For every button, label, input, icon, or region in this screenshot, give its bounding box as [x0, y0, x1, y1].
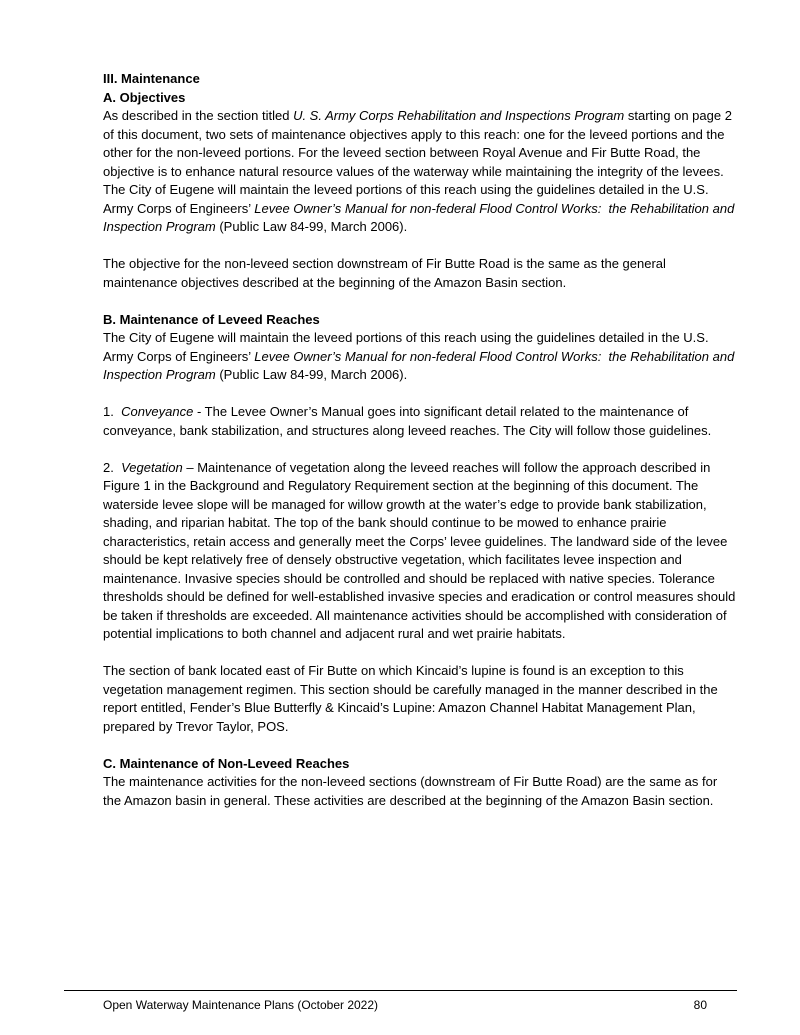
text-run: (Public Law 84-99, March 2006).	[215, 219, 408, 234]
footer-page-number: 80	[693, 998, 707, 1012]
text-run: 1.	[103, 404, 122, 419]
text-run: As described in the section titled	[103, 108, 294, 123]
text-run: The maintenance activities for the non-leveed sections (downstream of Fir Butte Road) are the same as for the Amazon basin in general. These activities are described at the beginning of the Amazon Basin section.	[103, 774, 721, 808]
paragraph	[103, 662, 737, 736]
text-run: C. Maintenance of Non-Leveed Reaches	[103, 755, 350, 771]
text-run: (Public Law 84-99, March 2006).	[215, 367, 408, 382]
text-run: B. Maintenance of Leveed Reaches	[103, 311, 320, 327]
section-heading	[103, 89, 737, 108]
paragraph	[103, 329, 737, 385]
italic-text-run: Levee Owner’s Manual for non-federal Flood Control Works: the Rehabilitation and Inspection Program	[103, 200, 738, 234]
section-heading	[103, 311, 737, 330]
text-run: starting on page 2 of this document, two sets of maintenance objectives apply to this reach: one for the leveed portions and the other for the non-leveed portions. For the leveed section between Royal Avenue and Fir Butte Road, the objective is to enhance natural resource values of the waterway while maintaining the integrity of the levees. The City of Eugene will maintain the leveed portions of this reach using the guidelines detailed in the U.S. Army Corps of Engineers’	[103, 108, 736, 216]
document-body	[103, 70, 737, 810]
italic-text-run: U. S. Army Corps Rehabilitation and Inspections Program	[293, 108, 625, 123]
italic-text-run: Conveyance	[121, 404, 194, 419]
text-run: A. Objectives	[103, 89, 186, 105]
text-run: 2.	[103, 459, 122, 475]
italic-text-run: Levee Owner’s Manual for non-federal Flood Control Works: the Rehabilitation and Inspection Program	[103, 348, 738, 382]
text-run: The City of Eugene will maintain the leveed portions of this reach using the guidelines detailed in the U.S. Army Corps of Engineers’	[103, 330, 712, 364]
section-heading	[103, 70, 737, 89]
italic-text-run: Vegetation	[121, 459, 183, 475]
paragraph	[103, 773, 737, 810]
paragraph	[103, 459, 737, 644]
text-run: The section of bank located east of Fir Butte on which Kincaid’s lupine is found is an exception to this vegetation management regimen. This section should be carefully managed in the manner described in the report entitled, Fender’s Blue Butterfly & Kincaid’s Lupine: Amazon Channel Habitat Management Plan, prepared by Trevor Taylor, POS.	[103, 663, 722, 734]
page-footer	[64, 990, 737, 1012]
footer-row	[64, 991, 737, 1012]
paragraph	[103, 255, 737, 292]
text-run: - The Levee Owner’s Manual goes into significant detail related to the maintenance of conveyance, bank stabilization, and structures along leveed reaches. The City will follow those guidelines.	[103, 404, 712, 438]
paragraph	[103, 403, 737, 440]
section-heading	[103, 755, 737, 774]
text-run: The objective for the non-leveed section downstream of Fir Butte Road is the same as the general maintenance objectives described at the beginning of the Amazon Basin section.	[103, 256, 670, 290]
text-run: III. Maintenance	[103, 71, 200, 86]
text-run: – Maintenance of vegetation along the leveed reaches will follow the approach described in Figure 1 in the Background and Regulatory Requirement section at the beginning of this document. The waterside levee slope will be managed for willow growth at the water’s edge to provide bank stabilization, shading, and riparian habitat. The top of the bank should continue to be mowed to enhance prairie characteristics, retain access and generally meet the Corps’ levee guidelines. The landward side of the levee should be kept relatively free of densely obstructive vegetation, which facilitates levee inspection and maintenance. Invasive species should be controlled and should be replaced with native species. Tolerance thresholds should be defined for well-established invasive species and eradication or control measures should be taken if thresholds are exceeded. All maintenance activities should be accomplished with consideration of potential implications to both channel and adjacent rural and wet prairie habitats.	[103, 459, 739, 641]
paragraph	[103, 107, 737, 237]
footer-document-title: Open Waterway Maintenance Plans (October 2022)	[103, 998, 379, 1012]
